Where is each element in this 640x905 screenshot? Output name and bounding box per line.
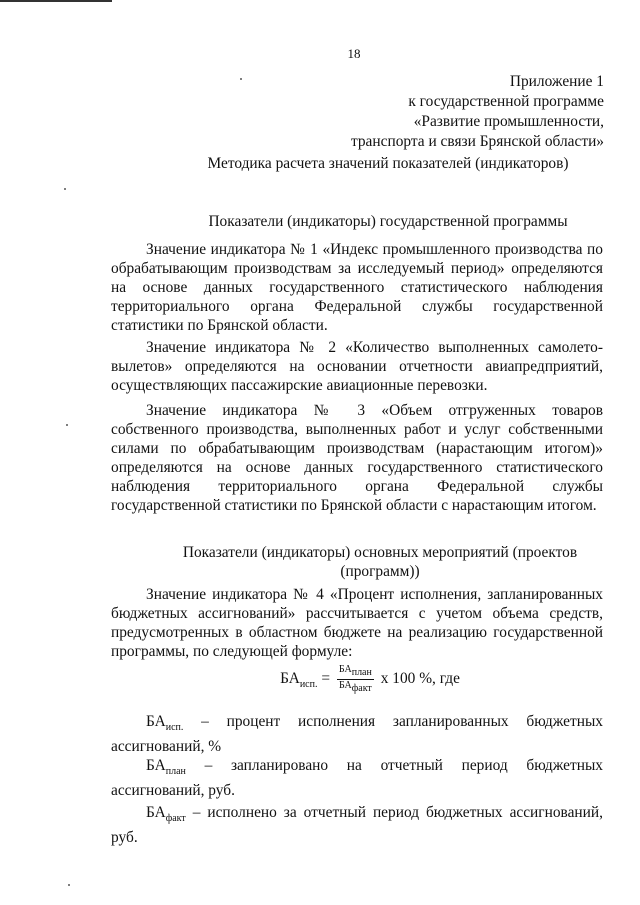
page-number: 18	[347, 46, 361, 61]
definition-ba-plan: $БА_{план}$ – запланировано на отчетный период бюджетных ассигнований, руб.	[111, 757, 603, 800]
paragraph-indicator-1-text: Значение индикатора № 1 «Индекс промышленного производства по обрабатывающим производствам за исследуемый период» определяются на основе данных государственного статистического наблюдения территориального органа Федеральной службы государственной статистики по Брянской области.	[111, 241, 603, 334]
section-2-title-line-1: Показатели (индикаторы) основных мероприятий (проектов	[182, 544, 578, 561]
definition-ba-fakt-text: – исполнено за отчетный период бюджетных ассигнований, руб.	[111, 804, 603, 847]
appendix-line-2: к государственной программе	[408, 93, 604, 110]
appendix-line-4: транспорта и связи Брянской области»	[350, 133, 604, 150]
section-2-title-line-2: (программ))	[340, 563, 420, 580]
formula	[0, 664, 640, 695]
definition-ba-plan-text: – запланировано на отчетный период бюджетных ассигнований, руб.	[111, 757, 603, 800]
formula-fraction	[337, 664, 374, 695]
definition-ba-fakt: $БА_{факт}$ – исполнено за отчетный период бюджетных ассигнований, руб.	[111, 804, 603, 847]
definition-ba-isp: $БА_{исп.}$ – процент исполнения запланированных бюджетных ассигнований, %	[111, 713, 603, 756]
appendix-line-3: «Развитие промышленности,	[413, 113, 604, 130]
definition-ba-fakt-term: БА	[146, 804, 166, 821]
formula-rhs: x 100 %, где	[380, 670, 460, 688]
appendix-header	[274, 72, 604, 152]
scan-speck	[68, 884, 70, 886]
definition-ba-isp-text: – процент исполнения запланированных бюджетных ассигнований, %	[111, 713, 603, 756]
top-rule	[0, 0, 112, 2]
appendix-line-1: Приложение 1	[509, 73, 604, 90]
formula-denominator: $БА_{факт}$	[338, 680, 372, 694]
section-2-title	[110, 543, 640, 581]
paragraph-indicator-3-text: Значение индикатора № 3 «Объем отгруженных товаров собственного производства, выполненных работ и услуг собственными силами по обрабатывающим производствам (нарастающим итогом)» определяются на основе данных государственного статистического наблюдения территориального органа Федеральной службы государственной статистики по Брянской области с нарастающим итогом.	[111, 402, 603, 514]
paragraph-indicator-4-text: Значение индикатора № 4 «Процент исполнения, запланированных бюджетных ассигнований» рассчитывается с учетом объема средств, предусмотренных в областном бюджете на реализацию государственной программы, по следующей формуле:	[111, 586, 603, 660]
paragraph-indicator-3	[111, 401, 603, 515]
scan-speck	[240, 78, 242, 80]
paragraph-indicator-2-text: Значение индикатора № 2 «Количество выполненных самолето-вылетов» определяются на основании отчетности авиапредприятий, осуществляющих пассажирские авиационные перевозки.	[111, 339, 603, 394]
formula-equals: =	[321, 670, 331, 688]
section-1-title: Показатели (индикаторы) государственной программы	[208, 213, 568, 230]
paragraph-indicator-1	[111, 240, 603, 335]
definition-ba-plan-term: БА	[146, 757, 166, 774]
paragraph-indicator-2	[111, 338, 603, 395]
paragraph-indicator-4	[111, 585, 603, 661]
scan-speck	[66, 424, 68, 426]
formula-lhs: $БА_{исп.}$	[280, 670, 318, 691]
formula-numerator: $БА_{план}$	[338, 664, 372, 678]
method-title: Методика расчета значений показателей (индикаторов)	[207, 155, 569, 172]
definition-ba-isp-term: БА	[146, 713, 166, 730]
scan-speck	[64, 188, 66, 190]
